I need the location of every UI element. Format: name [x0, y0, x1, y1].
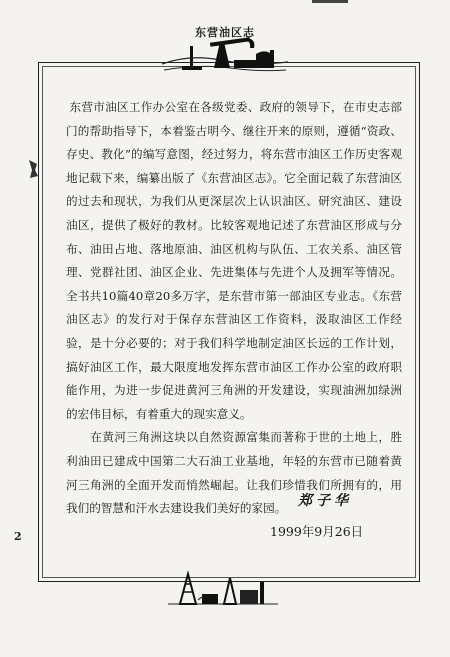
oil-pump-illustration	[160, 36, 290, 78]
paragraph: 在黄河三角洲这块以自然资源富集而著称于世的土地上，胜利油田已建成中国第二大石油工业基地，年轻的东营市已随着黄河三角洲的全面开发而悄然崛起。让我们珍惜我们所拥有的，用我们的智慧和汗水去建设我们美好的家园。	[66, 430, 402, 516]
corner-mark	[312, 0, 348, 6]
preface-body	[66, 96, 402, 521]
margin-mark	[26, 158, 40, 180]
signature-date: 1999年9月26日	[270, 524, 364, 539]
page-number: 2	[14, 530, 22, 543]
signature-name: 郑子华	[298, 493, 352, 509]
paragraph: 东营市油区工作办公室在各级党委、政府的领导下，在市史志部门的帮助指导下，本着鉴古明今、继往开来的原则，遵循“资政、存史、教化”的编写意图，经过努力，将东营市油区工作历史客观地记载下来，编纂出版了《东营油区志》。它全面记载了东营油区的过去和现状，为我们从更深层次上认识油区、研究油区、建设油区，提供了极好的教材。比较客观地记述了东营油区形成与分布、油田占地、落地原油、油区机构与队伍、工农关系、油区管理、党群社团、油区企业、先进集体与先进个人及拥军等情况。全书共10篇40章20多万字，是东营市第一部油区专业志。《东营油区志》的发行对于保存东营油区工作资料，汲取油区工作经验，是十分必要的；对于我们科学地制定油区长远的工作计划，搞好油区工作，最大限度地发挥东营市油区工作办公室的政府职能作用，为进一步促进黄河三角洲的开发建设，实现油洲加绿洲的宏伟目标，有着重大的现实意义。	[66, 100, 402, 421]
oil-derrick-illustration	[168, 570, 278, 610]
header-title: 东营油区志	[195, 26, 255, 39]
